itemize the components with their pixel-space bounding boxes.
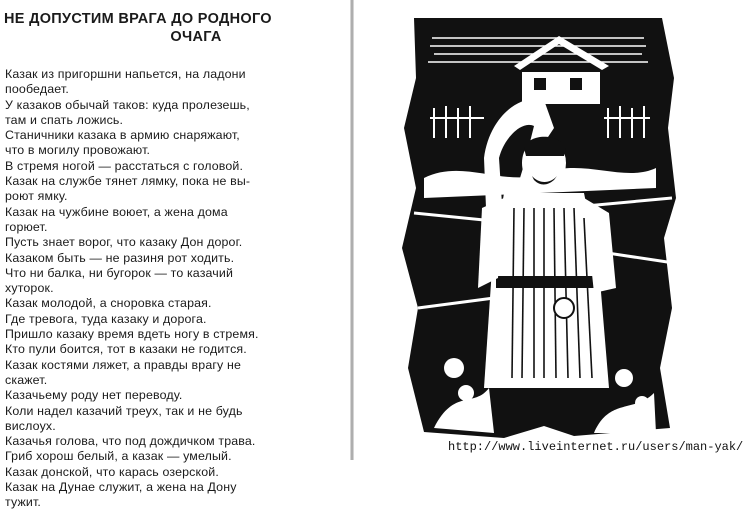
proverb-line: пообедает. <box>5 82 69 97</box>
proverb-line: горюет. <box>5 219 48 234</box>
title-line-2: ОЧАГА <box>170 29 222 45</box>
proverb-line: Кто пули боится, тот в казаки не годится. <box>5 342 247 357</box>
proverb-line: Где тревога, туда казаку и дорога. <box>5 311 207 326</box>
proverb-line: тужит. <box>5 495 42 510</box>
proverb-line: Пришло казаку время вдеть ногу в стремя. <box>5 327 259 342</box>
watermark-url: http://www.liveinternet.ru/users/man-yak/ <box>448 440 743 454</box>
proverb-line: Станичники казака в армию снаряжают, <box>5 128 240 143</box>
proverb-list <box>5 67 297 511</box>
proverb-line: Казак на чужбине воюет, а жена дома <box>5 204 228 219</box>
proverb-line: В стремя ногой — расстаться с головой. <box>5 158 244 173</box>
proverb-line: У казаков обычай таков: куда пролезешь, <box>5 97 250 112</box>
right-page <box>354 0 743 460</box>
proverb-line: Казачьему роду нет переводу. <box>5 388 183 403</box>
proverb-line: что в могилу провожают. <box>5 143 151 158</box>
proverb-line: Казак молодой, а сноровка старая. <box>5 296 212 311</box>
proverb-line: Казак из пригоршни напьется, на ладони <box>5 67 246 81</box>
proverb-line: Что ни балка, ни бугорок — то казачий <box>5 265 234 280</box>
proverb-line: Казачья голова, что под дождичком трава. <box>5 434 256 449</box>
proverb-line: скажет. <box>5 372 48 387</box>
cossack-woodcut-illustration <box>394 8 682 443</box>
proverb-line: Пусть знает ворог, что казаку Дон дорог. <box>5 235 243 250</box>
page-title <box>0 10 352 46</box>
proverb-line: Коли надел казачий треух, так и не будь <box>5 403 243 418</box>
title-line-1: НЕ ДОПУСТИМ ВРАГА ДО РОДНОГО <box>4 11 272 27</box>
left-page <box>0 0 352 510</box>
proverb-line: роют ямку. <box>5 189 68 204</box>
proverb-line: Казак на Дунае служит, а жена на Дону <box>5 480 237 495</box>
proverb-line: Казак на службе тянет лямку, пока не вы- <box>5 174 251 189</box>
proverb-line: Гриб хорош белый, а казак — умелый. <box>5 449 232 464</box>
proverb-line: вислоух. <box>5 418 56 433</box>
proverb-line: хуторок. <box>5 281 54 296</box>
proverb-line: Казаком быть — не разиня рот ходить. <box>5 250 235 265</box>
proverb-line: Казак костями ляжет, а правды врагу не <box>5 357 242 372</box>
proverb-line: Казак донской, что карась озерской. <box>5 464 219 479</box>
proverb-line: там и спать ложись. <box>5 112 124 127</box>
